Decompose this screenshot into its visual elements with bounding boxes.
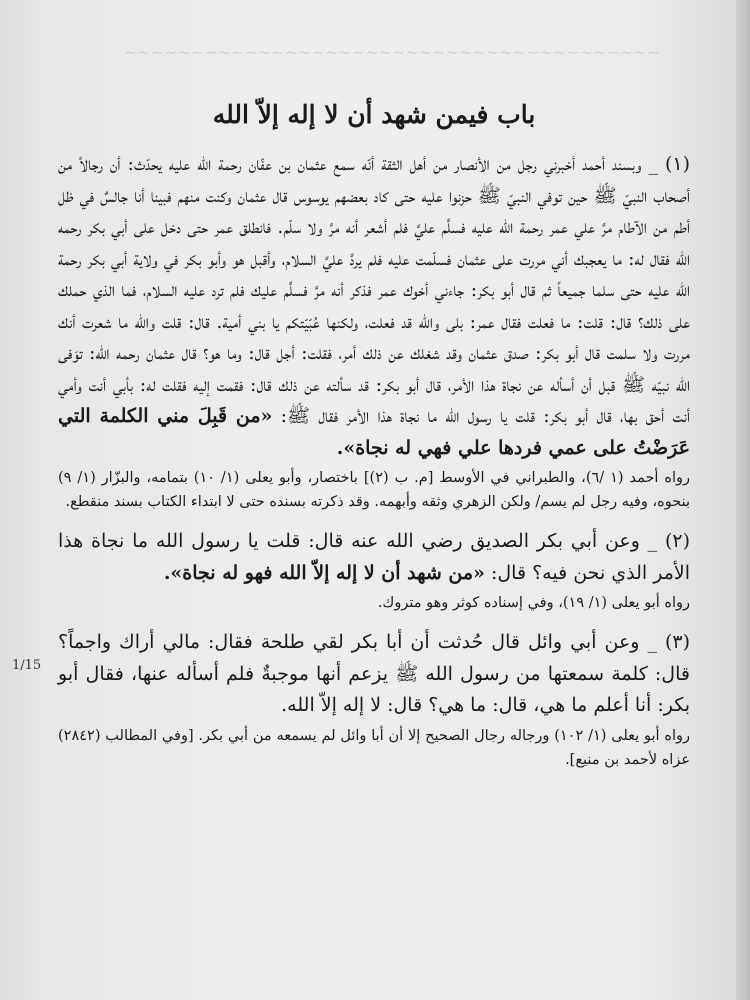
hadith-2-text: (٢) _ وعن أبي بكر الصديق رضي الله عنه قال: قلت يا رسول الله ما نجاة هذا الأمر الذي نحن فيه؟ قال:	[58, 530, 690, 584]
chapter-title: باب فيمن شهد أن لا إله إلاّ الله	[212, 100, 536, 129]
hadith-2	[58, 526, 690, 589]
hadith-3-text: (٣) _ وعن أبي وائل قال حُدثت أن أبا بكر لقي طلحة فقال: مالي أراك واجماً؟ قال: كلمة سمعتها من رسول الله ﷺ يزعم أنها موجبةٌ فلم أسأله عنها، فقال أبو بكر: أنا أعلم ما هي، قال: ما هي؟ قال: لا إله إلاّ الله.	[58, 631, 690, 716]
bleed-through-text: ~~~~~~~~~~~~~~~~~~~~~~~~~~~~~~~~~~~~~~~~	[123, 43, 660, 62]
hadith-2-quote: «من شهد أن لا إله إلاّ الله فهو له نجاة».	[163, 561, 485, 584]
page-edge	[736, 0, 750, 1000]
hadith-1-note: رواه أحمد (١ /٦)، والطبراني في الأوسط [م. ب (٢)] باختصار، وأبو يعلى (١/ ١٠) بتمامه، والبزّار (١/ ٩) بنحوه، وفيه رجل لم يسم/ ولكن الزهري وثقه وأبهمه. وقد ذكرته بسنده حتى لا ابتداء الكتاب بسند منقطع.	[58, 470, 690, 510]
hadith-1-quote: «من قَبِلَ مني الكلمة التي عَرَضْتُ على عمي فردها علي فهي له نجاة».	[58, 405, 690, 459]
hadith-2-note: رواه أبو يعلى (١/ ١٩)، وفي إسناده كوثر وهو متروك.	[377, 595, 690, 611]
hadith-1-text: (١) _ وبسند أحمد أخبرني رجل من الأنصار من أهل الثقة أنّه سمع عثمان بن عفّان رحمة الله عليه يحدّث: أن رجالاً من أصحاب النبيّ ﷺ حين توفي النبيّ ﷺ حزنوا عليه حتى كاد بعضهم يوسوس قال عثمان وكنت منهم فبينا أنا جالسٌ في ظل أطم من الآطام مرَّ علي عمر رحمة الله عليه فسلَّم عليَّ فلم أشعر أنه مرَّ ولا سلّم. فانطلق عمر حتى دخل على أبي بكر رحمه الله فقال له: ما يعجبك أني مررت على عثمان فسلّمت عليه فلم يردَّ عليَّ السلام، وأقبل هو وأبو بكر في ولاية أبي بكر رحمة الله عليه حتى سلما جميعاً ثم قال أبو بكر: جاءني أخوك عمر فذكر أنه مرَّ فسلَّم عليك فلم ترد عليه السلام، فما الذي حملك على ذلك؟ قال: قلت: ما فعلت فقال عمر: بلى والله قد فعلت، ولكنها عُبّيّتكم يا بني أمية. قال: قلت والله ما شعرت أنك مررت ولا سلمت قال أبو بكر: صدق عثمان وقد شغلك عن ذلك أمر، فقلت: أجل قال: وما هو؟ قال عثمان رحمه الله: توَفى الله نبيّه ﷺ قبل أن أسأله عن نجاة هذا الأمر، قال أبو بكر: قد سألته عن ذلك قال: فقمت إليه فقلت له: بأبي أنت وأمي أنت أحق بها، قال أبو بكر: قلت يا رسول الله ما نجاة هذا الأمر فقال ﷺ:	[58, 153, 690, 427]
page-body	[58, 90, 690, 782]
hadith-1	[58, 149, 690, 464]
margin-page-ref: 1/15	[12, 658, 42, 673]
hadith-3-note: رواه أبو يعلى (١/ ١٠٢) ورجاله رجال الصحيح إلا أن أبا وائل لم يسمعه من أبي بكر. [وفي المطالب (٢٨٤٢) عزاه لأحمد بن منيع].	[58, 727, 691, 768]
hadith-3	[58, 627, 690, 722]
